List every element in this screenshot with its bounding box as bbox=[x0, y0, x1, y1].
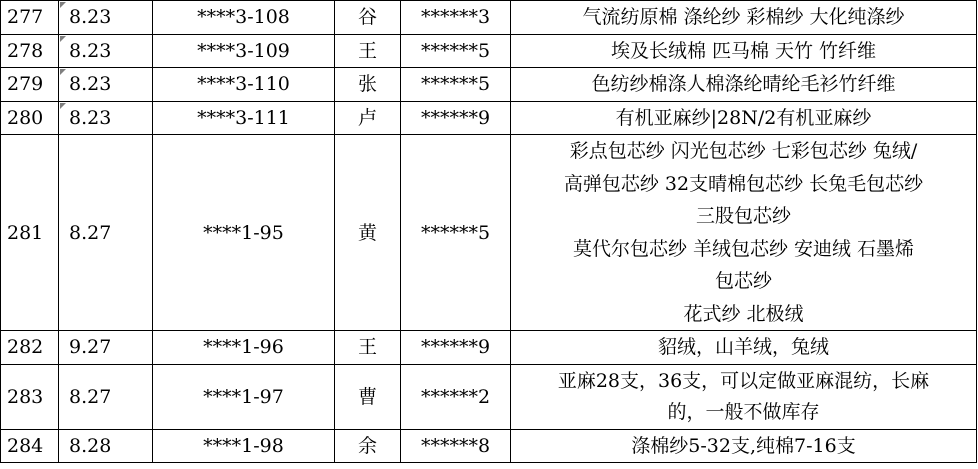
phone-cell bbox=[401, 101, 511, 135]
product-line: 貂绒，山羊绒，兔绒 bbox=[657, 336, 829, 358]
surname-cell bbox=[335, 364, 401, 429]
phone-cell bbox=[401, 34, 511, 68]
phone-cell-text: ******8 bbox=[420, 434, 491, 457]
surname-cell-text: 黄 bbox=[357, 221, 377, 244]
products-cell bbox=[511, 135, 977, 331]
surname-cell-text: 王 bbox=[357, 39, 377, 62]
products-cell bbox=[511, 34, 977, 68]
row-number-cell bbox=[1, 68, 59, 102]
phone-cell bbox=[401, 135, 511, 331]
code-cell bbox=[153, 1, 335, 35]
row-number-cell-text: 279 bbox=[7, 73, 44, 96]
cell-marker-icon bbox=[60, 103, 66, 109]
products-cell bbox=[511, 101, 977, 135]
products-cell bbox=[511, 364, 977, 429]
code-cell bbox=[153, 331, 335, 365]
table-body bbox=[1, 1, 977, 463]
phone-cell-text: ******5 bbox=[420, 221, 491, 244]
products-cell bbox=[511, 1, 977, 35]
table-row bbox=[1, 429, 977, 463]
products-cell bbox=[511, 331, 977, 365]
product-line: 彩点包芯纱 闪光包芯纱 七彩包芯纱 兔绒/ bbox=[569, 140, 918, 162]
code-cell-text: ****1-96 bbox=[203, 336, 284, 359]
phone-cell-text: ******3 bbox=[420, 6, 491, 29]
row-number-cell-text: 284 bbox=[7, 434, 44, 457]
date-cell bbox=[59, 34, 153, 68]
date-cell-text: 8.23 bbox=[69, 106, 112, 129]
surname-cell bbox=[335, 1, 401, 35]
product-line: 有机亚麻纱|28N/2有机亚麻纱 bbox=[615, 106, 872, 129]
product-line: 的，一般不做库存 bbox=[667, 400, 820, 423]
product-line: 花式纱 北极绒 bbox=[683, 302, 804, 325]
surname-cell-text: 王 bbox=[357, 336, 377, 359]
code-cell bbox=[153, 34, 335, 68]
cell-marker-icon bbox=[60, 69, 66, 75]
product-line: 涤棉纱5-32支,纯棉7-16支 bbox=[631, 434, 856, 457]
surname-cell-text: 谷 bbox=[357, 6, 377, 29]
table-row bbox=[1, 34, 977, 68]
surname-cell bbox=[335, 34, 401, 68]
product-line: 包芯纱 bbox=[714, 270, 772, 292]
phone-cell-text: ******5 bbox=[420, 39, 491, 62]
table-row bbox=[1, 1, 977, 35]
surname-cell bbox=[335, 68, 401, 102]
code-cell-text: ****3-111 bbox=[197, 106, 290, 129]
date-cell-text: 8.23 bbox=[69, 39, 112, 62]
product-line: 高弹包芯纱 32支晴棉包芯纱 长兔毛包芯纱 bbox=[563, 172, 924, 195]
row-number-cell-text: 280 bbox=[7, 106, 44, 129]
row-number-cell bbox=[1, 429, 59, 463]
table-row bbox=[1, 135, 977, 331]
surname-cell-text: 曹 bbox=[357, 385, 377, 408]
phone-cell-text: ******2 bbox=[420, 385, 491, 408]
date-cell bbox=[59, 135, 153, 331]
row-number-cell bbox=[1, 34, 59, 68]
row-number-cell bbox=[1, 364, 59, 429]
product-line: 气流纺原棉 涤纶纱 彩棉纱 大化纯涤纱 bbox=[582, 6, 905, 28]
code-cell bbox=[153, 364, 335, 429]
row-number-cell-text: 278 bbox=[7, 39, 44, 62]
table-row bbox=[1, 101, 977, 135]
code-cell bbox=[153, 101, 335, 135]
date-cell bbox=[59, 68, 153, 102]
date-cell bbox=[59, 364, 153, 429]
products-cell bbox=[511, 429, 977, 463]
date-cell-text: 8.27 bbox=[69, 221, 112, 244]
phone-cell bbox=[401, 364, 511, 429]
code-cell-text: ****3-108 bbox=[197, 6, 290, 29]
date-cell-text: 8.23 bbox=[69, 73, 112, 96]
phone-cell bbox=[401, 68, 511, 102]
surname-cell-text: 张 bbox=[357, 73, 377, 96]
row-number-cell bbox=[1, 135, 59, 331]
row-number-cell-text: 283 bbox=[7, 385, 44, 408]
date-cell bbox=[59, 1, 153, 35]
phone-cell bbox=[401, 331, 511, 365]
row-number-cell-text: 277 bbox=[7, 6, 44, 29]
phone-cell bbox=[401, 1, 511, 35]
surname-cell bbox=[335, 331, 401, 365]
code-cell bbox=[153, 429, 335, 463]
cell-marker-icon bbox=[60, 2, 66, 8]
product-line: 亚麻28支，36支，可以定做亚麻混纺，长麻 bbox=[557, 369, 930, 392]
product-line: 埃及长绒棉 匹马棉 天竹 竹纤维 bbox=[610, 39, 877, 62]
code-cell-text: ****3-110 bbox=[197, 73, 290, 96]
product-line: 莫代尔包芯纱 羊绒包芯纱 安迪绒 石墨烯 bbox=[572, 237, 915, 260]
surname-cell bbox=[335, 101, 401, 135]
phone-cell bbox=[401, 429, 511, 463]
table-row bbox=[1, 364, 977, 429]
code-cell-text: ****3-109 bbox=[197, 39, 290, 62]
date-cell bbox=[59, 331, 153, 365]
phone-cell-text: ******5 bbox=[420, 73, 491, 96]
surname-cell bbox=[335, 429, 401, 463]
phone-cell-text: ******9 bbox=[420, 106, 491, 129]
table-row bbox=[1, 68, 977, 102]
surname-cell-text: 卢 bbox=[357, 106, 377, 129]
code-cell-text: ****1-95 bbox=[203, 221, 284, 244]
code-cell-text: ****1-98 bbox=[203, 434, 284, 457]
code-cell bbox=[153, 68, 335, 102]
products-cell bbox=[511, 68, 977, 102]
date-cell bbox=[59, 101, 153, 135]
date-cell-text: 8.23 bbox=[69, 6, 112, 29]
date-cell bbox=[59, 429, 153, 463]
surname-cell-text: 余 bbox=[357, 434, 377, 457]
date-cell-text: 8.28 bbox=[69, 434, 112, 457]
table-row bbox=[1, 331, 977, 365]
date-cell-text: 9.27 bbox=[69, 336, 112, 359]
cell-marker-icon bbox=[60, 36, 66, 42]
product-line: 色纺纱棉涤人棉涤纶晴纶毛衫竹纤维 bbox=[591, 73, 896, 95]
row-number-cell bbox=[1, 1, 59, 35]
row-number-cell-text: 281 bbox=[7, 221, 44, 244]
surname-cell bbox=[335, 135, 401, 331]
row-number-cell-text: 282 bbox=[7, 336, 44, 359]
date-cell-text: 8.27 bbox=[69, 385, 112, 408]
product-line: 三股包芯纱 bbox=[695, 205, 791, 227]
phone-cell-text: ******9 bbox=[420, 336, 491, 359]
code-cell bbox=[153, 135, 335, 331]
row-number-cell bbox=[1, 331, 59, 365]
code-cell-text: ****1-97 bbox=[203, 385, 284, 408]
row-number-cell bbox=[1, 101, 59, 135]
